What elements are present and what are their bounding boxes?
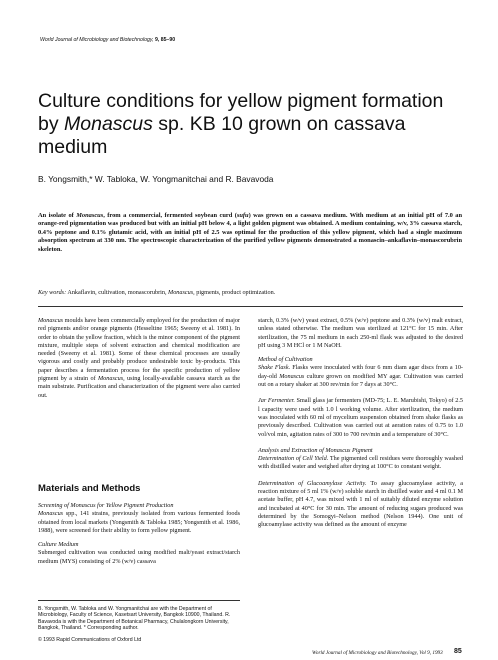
divider-rule xyxy=(38,306,463,307)
spacer-2 xyxy=(258,472,463,480)
screening-italic: Monascus xyxy=(38,510,64,518)
affiliation-footnote: B. Yongsmith, W. Tabloka and W. Yongmanitchai are with the Department of Microbiology, Faculty of Science, Kasetsart University, Bangkok 10900, Thailand. R. Bavavoda is with the Department of Botanical Pharmacy, Chulalongkorn University, Bangkok, Thailand. * Corresponding author. xyxy=(38,606,231,632)
author-list: B. Yongsmith,* W. Tabloka, W. Yongmanitchai and R. Bavavoda xyxy=(38,174,274,184)
keywords-italic: Monascus xyxy=(168,289,194,296)
abstract-italic-2: sufu xyxy=(236,212,249,219)
jar-fermenter-label: Jar Fermenter. xyxy=(258,397,295,405)
cell-yield-text: The pigmented cell residues were thoroughly washed with distilled water and weighed after drying at 100°C to constant weight. xyxy=(258,455,463,471)
journal-name: World Journal of Microbiology and Biotechnology, xyxy=(40,37,154,43)
culture-paragraph: Submerged cultivation was conducted using modified malt/yeast extract/starch medium (MYS) consisting of 2% (w/v) cassava xyxy=(38,549,240,565)
glucoamylase-label: Determination of Glucoamylase Activity. xyxy=(258,479,367,487)
abstract-italic-1: Monascus xyxy=(76,212,104,219)
intro-column xyxy=(38,317,240,400)
methods-column-right xyxy=(258,317,463,530)
screening-text: spp., 141 strains, previously isolated from various fermented foods obtained from local markets (Yongsmith & Tabloka 1985; Yongsmith et al. 1986, 1988), were screened for their ability to form yellow pigment. xyxy=(38,510,240,534)
keywords-label: Key words: xyxy=(38,289,67,296)
screening-paragraph xyxy=(38,510,240,535)
abstract xyxy=(38,212,462,254)
jar-fermenter-paragraph xyxy=(258,397,463,438)
section-title-methods: Materials and Methods xyxy=(38,483,141,494)
spacer xyxy=(258,389,463,397)
title-genus: Monascus xyxy=(64,113,153,135)
footnote-rule xyxy=(38,600,240,601)
running-footer: World Journal of Microbiology and Biotechnology, Vol 9, 1993 xyxy=(312,650,443,656)
page-number: 85 xyxy=(454,648,462,655)
glucoamylase-text: To assay glucoamylase activity, a reaction mixture of 5 ml 1% (w/v) soluble starch in distilled water and 4 ml 0.1 M acetate buffer, pH 4.7, was mixed with 1 ml of suitably diluted enzyme solution and incubated at 40°C for 30 min. The amount of reducing sugars produced was determined by the Somogyi–Nelson method (Nelson 1944). One unit of glucoamylase activity was defined as the amount of enzyme xyxy=(258,479,463,529)
glucoamylase-paragraph xyxy=(258,480,463,530)
cell-yield-paragraph xyxy=(258,455,463,472)
cultivation-heading: Method of Cultivation xyxy=(258,356,313,364)
abstract-text-1: An isolate of xyxy=(38,212,77,219)
screening-heading: Screening of Monascus for Yellow Pigment Production xyxy=(38,502,174,509)
shake-flask-paragraph xyxy=(258,364,463,389)
title-part-1: Culture conditions for yellow pigment formation by xyxy=(38,90,444,135)
intro-text-end: , using locally-available cassava starch as the main substrate. Purification and characterization of the pigment were also carried out. xyxy=(38,375,240,399)
shake-flask-text-1: Flasks were inoculated with four 6 mm diam agar discs from a 10-day-old xyxy=(258,364,463,380)
title-part-2: sp. KB 10 grown on cassava medium xyxy=(38,113,406,158)
journal-header xyxy=(40,37,175,43)
jar-fermenter-text: Small glass jar fermenters (MD-75; L. E. Marubishi, Tokyo) of 2.5 l capacity were used with 1.0 l working volume. After sterilization, the medium was inoculated with 60 ml of mycelium suspension obtained from shake flasks as previously described. Cultivation was carried out at aeration rates of 0.75 to 1.0 vol/vol min, agitation rates of 300 to 700 rev/min and a temperature of 30°C. xyxy=(258,397,463,438)
intro-text: moulds have been commercially employed for the production of major red pigments and/or orange pigments (Hesseltine 1965; Sweeny et al. 1981). In order to obtain the yellow fraction, which is the minor component of the pigment mixture, multiple steps of solvent extraction and chemical modification are needed (Sweeny et al. 1981). Some of these chemical processes are usually vigorous and costly and probably produce undesirable toxic by-products. This paper describes a fermentation process for the specific production of yellow pigment by a strain of xyxy=(38,317,240,383)
keywords xyxy=(38,289,462,296)
intro-italic-2: Monascus xyxy=(98,375,124,383)
cell-yield-label: Determination of Cell Yield. xyxy=(258,455,329,463)
methods-column xyxy=(38,502,240,566)
culture-heading: Culture Medium xyxy=(38,541,79,549)
abstract-text-2: , from a commercial, fermented soybean curd ( xyxy=(103,212,237,219)
journal-volume-pages: 9, 85–90 xyxy=(154,37,176,43)
copyright-notice: © 1993 Rapid Communications of Oxford Ltd xyxy=(38,637,142,643)
abstract-text-3: ) was grown on a cassava medium. With medium at an initial pH of 7.0 an orange-red pigmentation was produced but with an initial pH below 4, a light golden pigment was obtained. A medium containing, w/v, 3% cassava starch, 0.4% peptone and 0.1% glutamic acid, with an initial pH of 2.5 was optimal for the production of this yellow pigment, which had a single maximum absorption spectrum at 330 nm. The spectroscopic characterization of the purified yellow pigments demonstrated a monascin–ankaflavin–monascorubrin skeleton. xyxy=(38,212,463,253)
keywords-text-2: , pigments, product optimization. xyxy=(193,289,276,296)
article-title xyxy=(38,90,468,159)
keywords-text-1: Ankaflavin, cultivation, monascorubrin, xyxy=(66,289,169,296)
intro-italic-1: Monascus xyxy=(38,317,64,324)
analysis-heading: Analysis and Extraction of Monascus Pigment xyxy=(258,446,373,454)
intro-paragraph xyxy=(38,317,240,400)
shake-flask-label: Shake Flask. xyxy=(258,364,291,372)
shake-flask-italic: Monascus xyxy=(279,372,305,380)
shake-flask-text-2: culture grown on modified MY agar. Cultivation was carried out on a rotary shaker at 300 rev/min for 7 days at 30°C. xyxy=(258,372,463,389)
medium-paragraph: starch, 0.3% (w/v) yeast extract, 0.5% (w/v) peptone and 0.3% (w/v) malt extract, unless stated otherwise. The medium was sterilized at 121°C for 15 min. After sterilization, the 75 ml medium in each 250-ml flask was adjusted to the desired pH using 3 M HCl or 1 M NaOH. xyxy=(258,317,463,349)
